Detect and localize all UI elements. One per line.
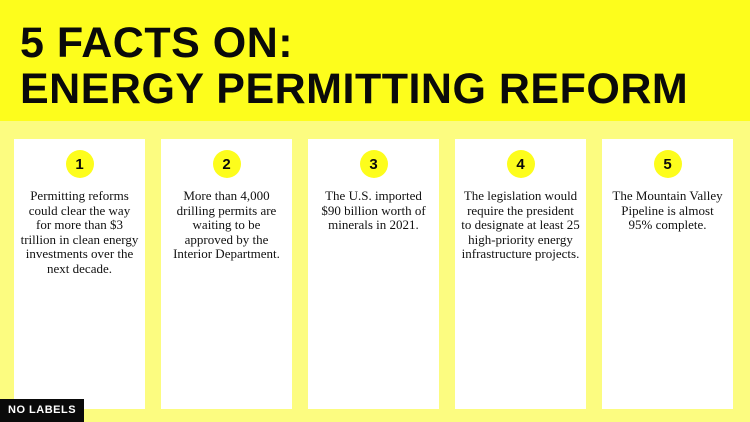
title-line-2: ENERGY PERMITTING REFORM: [20, 65, 689, 113]
fact-card-4: [455, 139, 586, 409]
fact-text: More than 4,000 drilling permits are waiting to be approved by the Interior Department.: [173, 188, 280, 261]
fact-text: The legislation would require the president to designate at least 25 high-priority energy infrastructure projects.: [461, 188, 580, 261]
brand-logo: NO LABELS: [0, 399, 84, 422]
fact-card-3: [308, 139, 439, 409]
fact-number-badge: 4: [507, 150, 535, 178]
fact-card-5: [602, 139, 733, 409]
fact-text: The U.S. imported $90 billion worth of minerals in 2021.: [321, 188, 426, 232]
fact-number-badge: 2: [213, 150, 241, 178]
title-line-1: 5 FACTS ON:: [20, 19, 294, 67]
fact-number-badge: 5: [654, 150, 682, 178]
fact-card-2: [161, 139, 292, 409]
fact-number-badge: 3: [360, 150, 388, 178]
fact-text: Permitting reforms could clear the way for more than $3 trillion in clean energy investments over the next decade.: [20, 188, 139, 276]
fact-card-1: [14, 139, 145, 409]
fact-number-badge: 1: [66, 150, 94, 178]
fact-text: The Mountain Valley Pipeline is almost 95% complete.: [612, 188, 723, 232]
header-banner: [0, 0, 750, 121]
